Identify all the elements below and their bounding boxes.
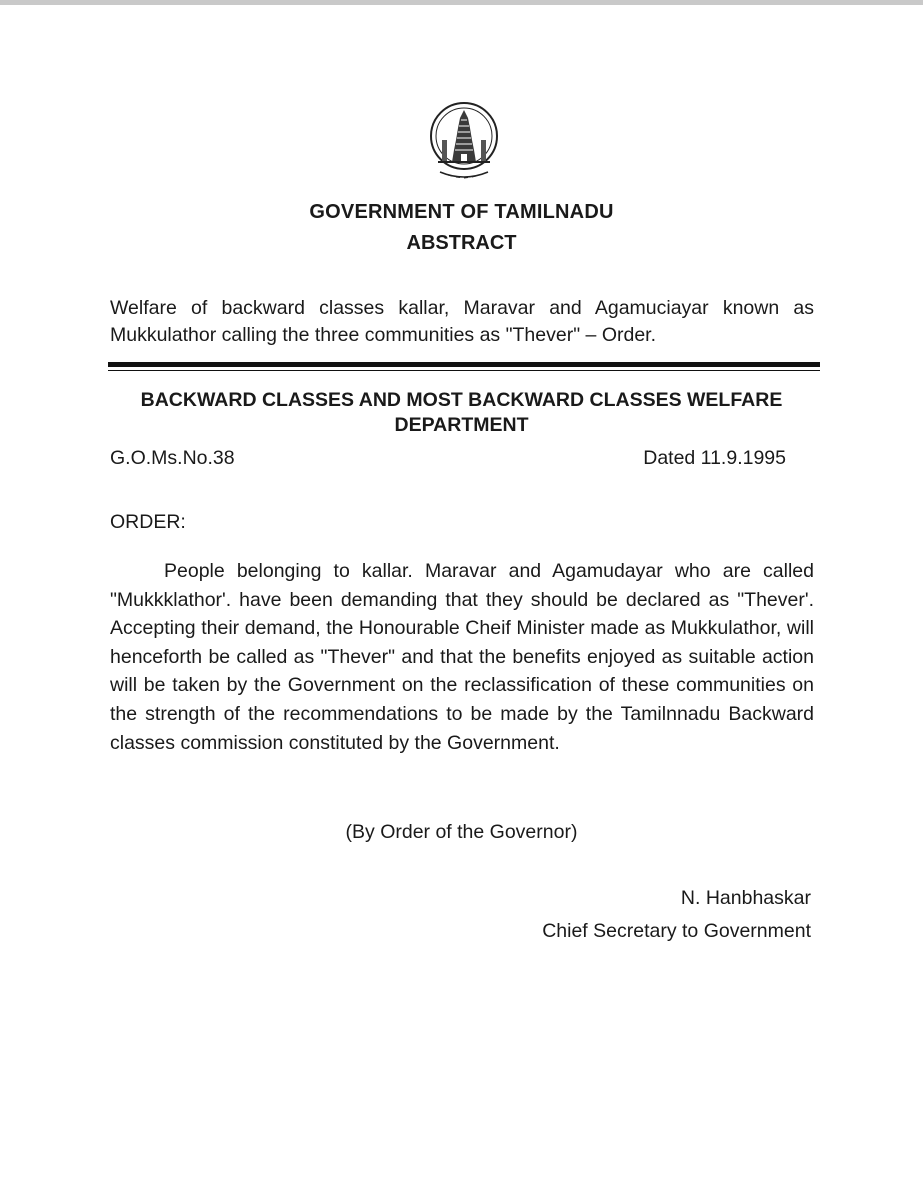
by-order-line: (By Order of the Governor) xyxy=(345,821,578,843)
tamil-nadu-emblem-icon xyxy=(428,100,500,182)
go-number: G.O.Ms.No.38 xyxy=(110,447,235,469)
order-body: People belonging to kallar. Maravar and Agamudayar who are called "Mukkklathor'. have been demanding that they should be declared as "Thever'. Accepting their demand, the Honourable Cheif Minister made as Mukkulathor, will henceforth be called as "Thever" and that the benefits enjoyed as suitable action will be taken by the Government on the reclassification of these communities on the strength of the recommendations to be made by the Tamilnnadu Backward classes commission constituted by the Government. xyxy=(110,560,814,754)
divider-thin xyxy=(108,370,820,372)
abstract-title: ABSTRACT xyxy=(406,232,517,254)
order-heading: ORDER: xyxy=(110,511,186,533)
go-date: Dated 11.9.1995 xyxy=(643,447,786,469)
signature-block xyxy=(542,882,811,948)
subject-text: Welfare of backward classes kallar, Maravar and Agamuciayar known as Mukkulathor calling the three communities as "Thever" – Order. xyxy=(110,297,814,346)
government-title: GOVERNMENT OF TAMILNADU xyxy=(309,201,614,223)
department-title: BACKWARD CLASSES AND MOST BACKWARD CLASSES WELFARE DEPARTMENT xyxy=(140,389,783,436)
divider-thick xyxy=(108,362,820,367)
page-top-edge xyxy=(0,0,923,5)
signatory-name: N. Hanbhaskar xyxy=(680,887,811,909)
signatory-title: Chief Secretary to Government xyxy=(542,920,811,942)
